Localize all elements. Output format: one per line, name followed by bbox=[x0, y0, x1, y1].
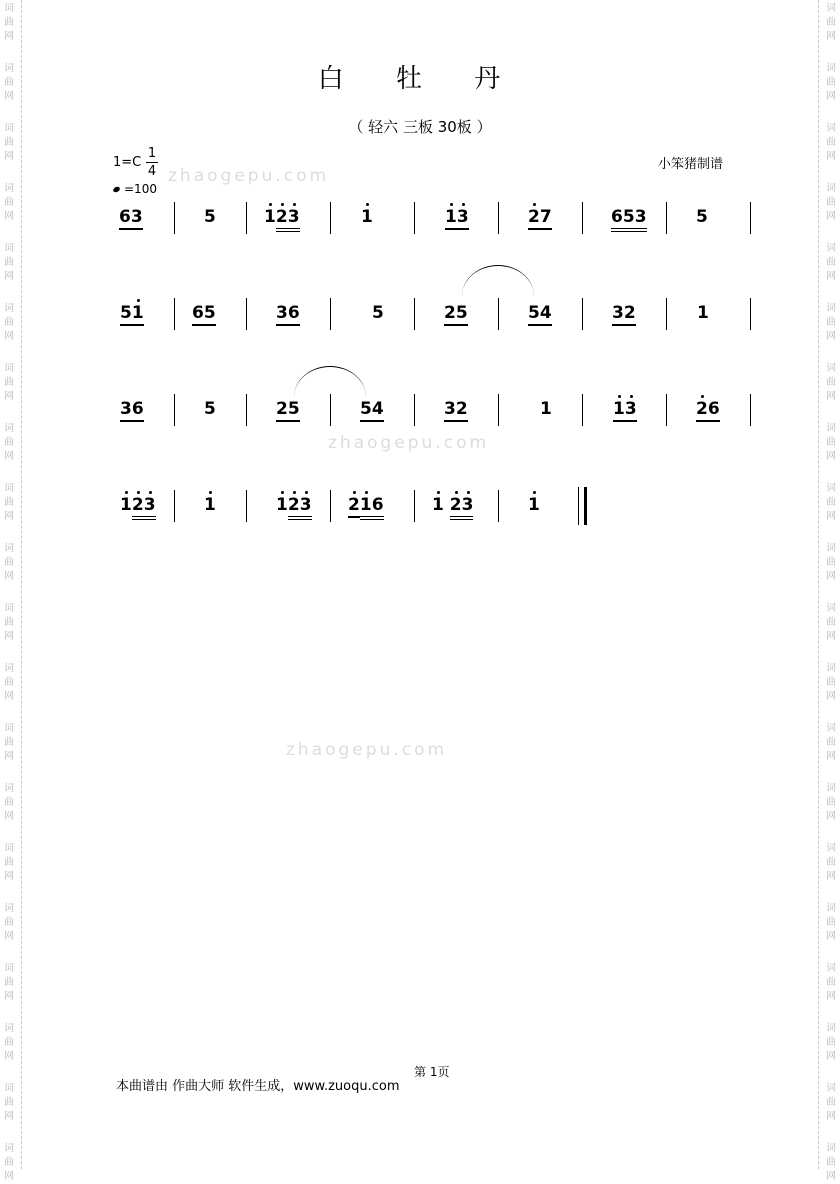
bar-line bbox=[246, 202, 247, 234]
side-watermark: 词 曲 网 bbox=[4, 543, 14, 582]
measure-14: 54 bbox=[528, 303, 552, 326]
side-watermark: 词 曲 网 bbox=[826, 363, 836, 402]
measure-10: 65 bbox=[192, 303, 216, 326]
bar-line bbox=[498, 298, 499, 330]
side-watermark: 词 曲 网 bbox=[826, 1023, 836, 1062]
side-watermark: 词 曲 网 bbox=[826, 903, 836, 942]
measure-7: 653 bbox=[611, 207, 647, 232]
side-watermark: 词 曲 网 bbox=[4, 483, 14, 522]
measure-22: 1 bbox=[540, 399, 552, 419]
bar-line bbox=[750, 298, 751, 330]
measure-20: 54 bbox=[360, 399, 384, 422]
side-watermark: 词 曲 网 bbox=[826, 3, 836, 42]
bar-line bbox=[666, 394, 667, 426]
bar-line bbox=[666, 298, 667, 330]
measure-28: 216 bbox=[348, 495, 384, 520]
side-watermark: 词 曲 网 bbox=[826, 543, 836, 582]
side-watermark: 词 曲 网 bbox=[4, 723, 14, 762]
measure-19: 25 bbox=[276, 399, 300, 422]
side-watermark: 词 曲 网 bbox=[4, 1143, 14, 1182]
bar-line bbox=[750, 394, 751, 426]
bar-line bbox=[174, 394, 175, 426]
bar-line bbox=[246, 298, 247, 330]
measure-27: 123 bbox=[276, 495, 312, 520]
bar-line bbox=[414, 490, 415, 522]
bar-line bbox=[750, 202, 751, 234]
bar-line bbox=[174, 298, 175, 330]
bar-line bbox=[330, 298, 331, 330]
side-watermark: 词 曲 网 bbox=[4, 243, 14, 282]
measure-8: 5 bbox=[696, 207, 708, 227]
bar-line bbox=[498, 490, 499, 522]
watermark: zhaogepu.com bbox=[168, 166, 330, 186]
measure-12: 5 bbox=[372, 303, 384, 323]
measure-18: 5 bbox=[204, 399, 216, 419]
measure-23: 13 bbox=[613, 399, 637, 422]
side-watermark: 词 曲 网 bbox=[4, 303, 14, 342]
side-watermark: 词 曲 网 bbox=[826, 1143, 836, 1182]
side-watermark: 词 曲 网 bbox=[4, 363, 14, 402]
watermark: zhaogepu.com bbox=[286, 740, 448, 760]
measure-16: 1 bbox=[697, 303, 709, 323]
side-watermark: 词 曲 网 bbox=[4, 1083, 14, 1122]
side-watermark: 词 曲 网 bbox=[4, 1023, 14, 1062]
side-watermark: 词 曲 网 bbox=[826, 783, 836, 822]
time-signature bbox=[145, 145, 159, 180]
side-watermark: 词 曲 网 bbox=[826, 663, 836, 702]
side-watermark: 词 曲 网 bbox=[4, 423, 14, 462]
final-bar-line bbox=[578, 487, 587, 525]
measure-11: 36 bbox=[276, 303, 300, 326]
measure-3: 123 bbox=[264, 207, 300, 232]
side-watermark: 词 曲 网 bbox=[4, 183, 14, 222]
side-watermark: 词 曲 网 bbox=[4, 63, 14, 102]
side-watermark: 词 曲 网 bbox=[4, 903, 14, 942]
key-signature: 1=C bbox=[113, 155, 142, 170]
bar-line bbox=[582, 394, 583, 426]
side-watermark: 词 曲 网 bbox=[4, 783, 14, 822]
bar-line bbox=[498, 202, 499, 234]
time-signature-bottom: 4 bbox=[147, 164, 157, 179]
side-watermark: 词 曲 网 bbox=[826, 1083, 836, 1122]
side-watermark: 词 曲 网 bbox=[826, 723, 836, 762]
measure-2: 5 bbox=[204, 207, 216, 227]
side-watermark: 词 曲 网 bbox=[4, 963, 14, 1002]
right-margin-decoration bbox=[822, 0, 840, 1182]
side-watermark: 词 曲 网 bbox=[4, 663, 14, 702]
bar-line bbox=[246, 394, 247, 426]
measure-9: 51 bbox=[120, 303, 144, 326]
song-title: 白 牡 丹 bbox=[317, 64, 523, 94]
side-watermark: 词 曲 网 bbox=[826, 963, 836, 1002]
bar-line bbox=[330, 202, 331, 234]
side-watermark: 词 曲 网 bbox=[826, 843, 836, 882]
measure-24: 26 bbox=[696, 399, 720, 422]
side-watermark: 词 曲 网 bbox=[4, 603, 14, 642]
measure-26: 1 bbox=[204, 495, 216, 515]
side-watermark: 词 曲 网 bbox=[826, 243, 836, 282]
slur bbox=[294, 366, 366, 397]
measure-30: 1 bbox=[528, 495, 540, 515]
song-subtitle: （ 轻六 三板 30板 ） bbox=[348, 118, 492, 136]
bar-line bbox=[582, 202, 583, 234]
measure-6: 27 bbox=[528, 207, 552, 230]
side-watermark: 词 曲 网 bbox=[4, 843, 14, 882]
time-signature-top: 1 bbox=[147, 146, 157, 161]
bar-line bbox=[330, 490, 331, 522]
measure-29: 1 23 bbox=[432, 495, 473, 520]
bar-line bbox=[666, 202, 667, 234]
bar-line bbox=[414, 202, 415, 234]
measure-1: 63 bbox=[119, 207, 143, 230]
measure-4: 1 bbox=[361, 207, 373, 227]
tempo-value: =100 bbox=[124, 182, 157, 196]
side-watermark: 词 曲 网 bbox=[826, 423, 836, 462]
measure-5: 13 bbox=[445, 207, 469, 230]
measure-13: 25 bbox=[444, 303, 468, 326]
footer-credit: 本曲谱由 作曲大师 软件生成，www.zuoqu.com bbox=[116, 1079, 400, 1094]
measure-21: 32 bbox=[444, 399, 468, 422]
bar-line bbox=[246, 490, 247, 522]
bar-line bbox=[330, 394, 331, 426]
side-watermark: 词 曲 网 bbox=[826, 63, 836, 102]
side-watermark: 词 曲 网 bbox=[826, 303, 836, 342]
side-watermark: 词 曲 网 bbox=[826, 183, 836, 222]
note-icon bbox=[112, 186, 120, 193]
side-watermark: 词 曲 网 bbox=[826, 483, 836, 522]
arranger-credit: 小笨猪制谱 bbox=[658, 157, 724, 172]
tempo-marking bbox=[113, 182, 157, 196]
side-watermark: 词 曲 网 bbox=[4, 123, 14, 162]
bar-line bbox=[414, 298, 415, 330]
bar-line bbox=[174, 490, 175, 522]
left-margin-decoration bbox=[0, 0, 18, 1182]
bar-line bbox=[414, 394, 415, 426]
page-number: 第 1页 bbox=[414, 1065, 450, 1079]
side-watermark: 词 曲 网 bbox=[826, 123, 836, 162]
bar-line bbox=[498, 394, 499, 426]
slur bbox=[462, 265, 534, 296]
bar-line bbox=[174, 202, 175, 234]
watermark: zhaogepu.com bbox=[328, 433, 490, 453]
bar-line bbox=[582, 298, 583, 330]
measure-17: 36 bbox=[120, 399, 144, 422]
side-watermark: 词 曲 网 bbox=[826, 603, 836, 642]
measure-15: 32 bbox=[612, 303, 636, 326]
measure-25: 123 bbox=[120, 495, 156, 520]
side-watermark: 词 曲 网 bbox=[4, 3, 14, 42]
